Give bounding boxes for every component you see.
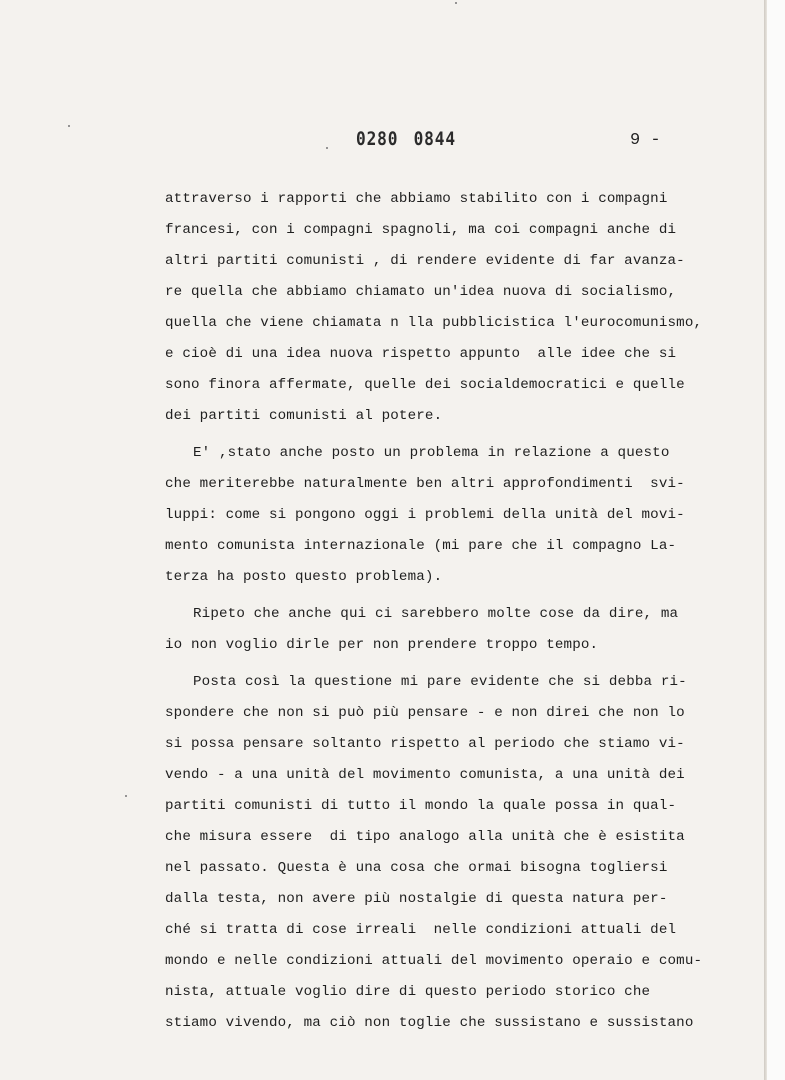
text-line: E' ,stato anche posto un problema in relazione a questo — [193, 445, 670, 461]
text-line: attraverso i rapporti che abbiamo stabilito con i compagni — [165, 191, 668, 207]
paragraph — [165, 599, 765, 661]
text-line: nel passato. Questa è una cosa che ormai bisogna togliersi — [165, 860, 668, 876]
archive-number-part-b: 0844 — [413, 128, 456, 150]
text-line: sono finora affermate, quelle dei socialdemocratici e quelle — [165, 377, 685, 393]
text-line: nista, attuale voglio dire di questo periodo storico che — [165, 984, 651, 1000]
text-line: partiti comunisti di tutto il mondo la quale possa in qual- — [165, 798, 677, 814]
text-line: quella che viene chiamata n lla pubblicistica l'eurocomunismo, — [165, 315, 703, 331]
body-text — [165, 184, 765, 1039]
text-line: dalla testa, non avere più nostalgie di questa natura per- — [165, 891, 668, 907]
text-line: dei partiti comunisti al potere. — [165, 408, 443, 424]
scan-margin — [767, 0, 785, 1080]
paragraph — [165, 667, 765, 1039]
scan-speck — [68, 125, 70, 127]
text-line: ché si tratta di cose irreali nelle condizioni attuali del — [165, 922, 677, 938]
scan-speck — [455, 2, 457, 4]
text-line: si possa pensare soltanto rispetto al periodo che stiamo vi- — [165, 736, 685, 752]
text-line: che misura essere di tipo analogo alla unità che è esistita — [165, 829, 685, 845]
text-line: francesi, con i compagni spagnoli, ma coi compagni anche di — [165, 222, 677, 238]
paragraph — [165, 438, 765, 593]
text-line: terza ha posto questo problema). — [165, 569, 443, 585]
text-line: Ripeto che anche qui ci sarebbero molte cose da dire, ma — [193, 606, 679, 622]
archive-stamp-number — [356, 128, 456, 150]
text-line: spondere che non si può più pensare - e non direi che non lo — [165, 705, 685, 721]
text-line: e cioè di una idea nuova rispetto appunto alle idee che si — [165, 346, 677, 362]
text-line: mondo e nelle condizioni attuali del movimento operaio e comu- — [165, 953, 703, 969]
text-line: Posta così la questione mi pare evidente che si debba ri- — [193, 674, 687, 690]
paragraph — [165, 184, 765, 432]
text-line: stiamo vivendo, ma ciò non toglie che sussistano e sussistano — [165, 1015, 694, 1031]
text-line: altri partiti comunisti , di rendere evidente di far avanza- — [165, 253, 685, 269]
text-line: io non voglio dirle per non prendere troppo tempo. — [165, 637, 599, 653]
archive-number-part-a: 0280 — [356, 128, 399, 150]
text-line: vendo - a una unità del movimento comunista, a una unità dei — [165, 767, 685, 783]
text-line: luppi: come si pongono oggi i problemi della unità del movi- — [165, 507, 685, 523]
page-number: 9 - — [630, 131, 661, 150]
scan-speck — [125, 795, 127, 797]
text-line: re quella che abbiamo chiamato un'idea nuova di socialismo, — [165, 284, 677, 300]
scan-speck — [326, 147, 328, 149]
text-line: mento comunista internazionale (mi pare che il compagno La- — [165, 538, 677, 554]
text-line: che meriterebbe naturalmente ben altri approfondimenti svi- — [165, 476, 685, 492]
